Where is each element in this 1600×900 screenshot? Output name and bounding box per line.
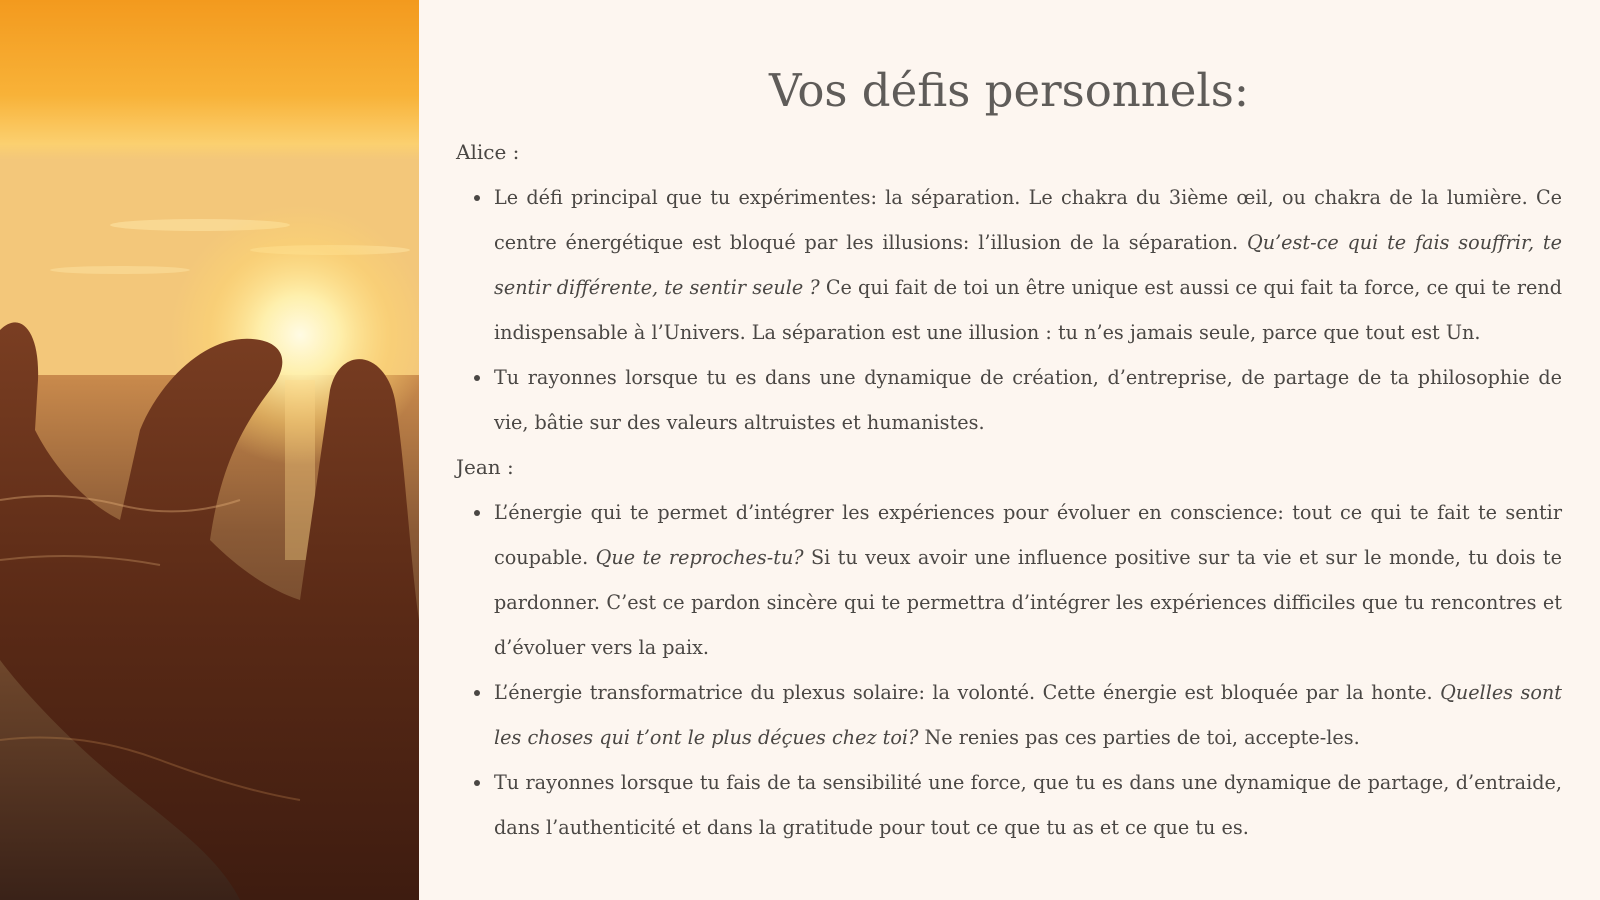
content [456,58,1562,850]
sunset-hand-photo [0,0,419,900]
list-item: Le défi principal que tu expérimentes: la séparation. Le chakra du 3ième œil, ou chakra de la lumière. Ce centre énergétique est bloqué par les illusions: l’illusion de la séparation. Qu’est-ce qui te fais souffrir, te sentir différente, te sentir seule ? Ce qui fait de toi un être unique est aussi ce qui fait ta force, ce qui te rend indispensable à l’Univers. La séparation est une illusion : tu n’es jamais seule, parce que tout est Un. [494,175,1562,355]
list-item: L’énergie qui te permet d’intégrer les expériences pour évoluer en conscience: tout ce qui te fait te sentir coupable. Que te reproches-tu? Si tu veux avoir une influence positive sur ta vie et sur le monde, tu dois te pardonner. C’est ce pardon sincère qui te permettra d’intégrer les expériences difficiles que tu rencontres et d’évoluer vers la paix. [494,490,1562,670]
alice-bullet-list [456,175,1562,445]
list-item: Tu rayonnes lorsque tu fais de ta sensibilité une force, que tu es dans une dynamique de partage, d’entraide, dans l’authenticité et dans la gratitude pour tout ce que tu as et ce que tu es. [494,760,1562,850]
list-item: Tu rayonnes lorsque tu es dans une dynamique de création, d’entreprise, de partage de ta philosophie de vie, bâtie sur des valeurs altruistes et humanistes. [494,355,1562,445]
section-name-jean: Jean : [456,455,514,479]
jean-bullet-list [456,490,1562,850]
list-item: L’énergie transformatrice du plexus solaire: la volonté. Cette énergie est bloquée par la honte. Quelles sont les choses qui t’ont le plus déçues chez toi? Ne renies pas ces parties de toi, accepte-les. [494,670,1562,760]
page-title: Vos défis personnels: [768,64,1250,117]
section-name-alice: Alice : [456,140,520,164]
